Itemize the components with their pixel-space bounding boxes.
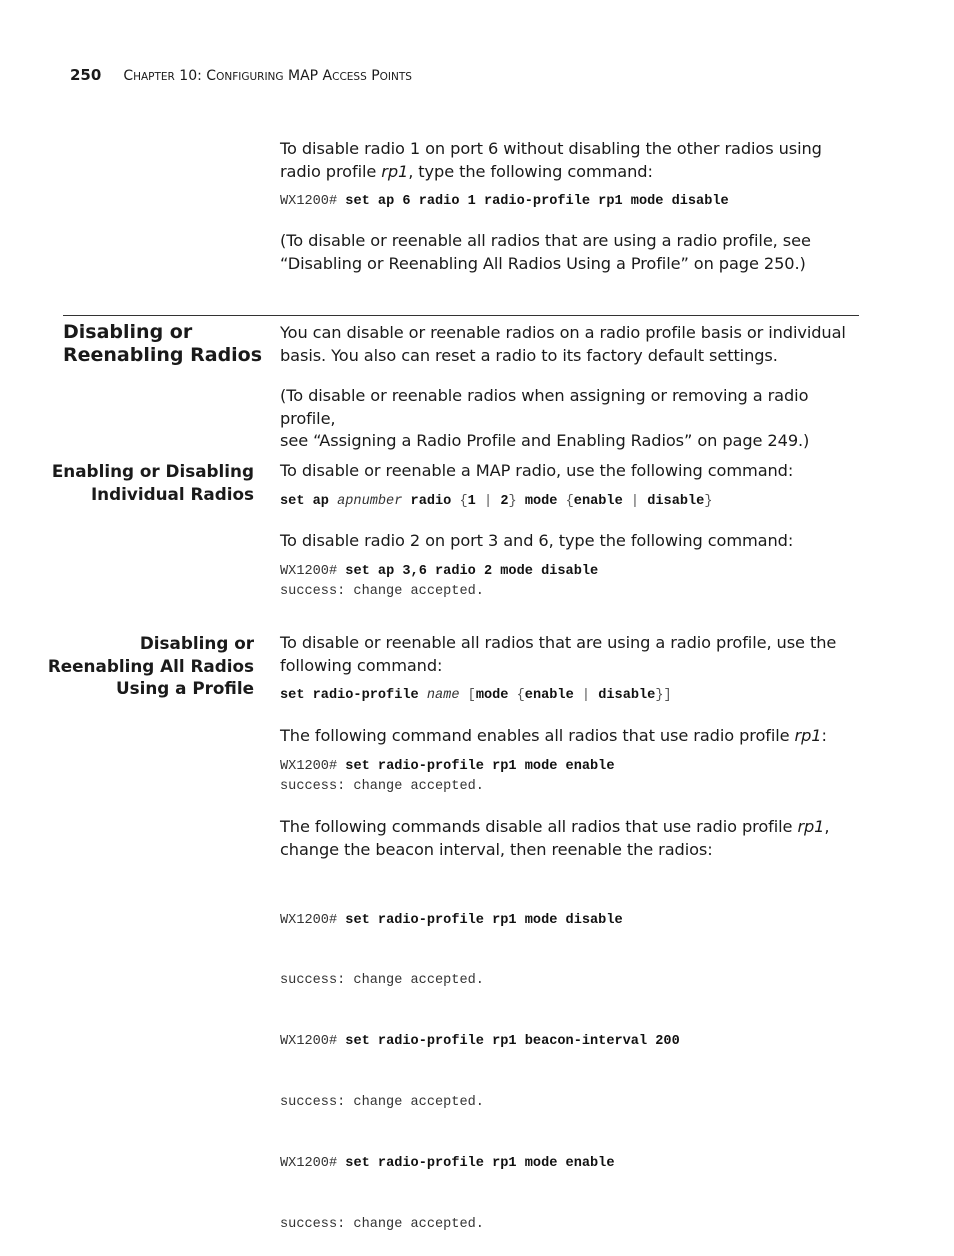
sub2-paragraph-3 [280, 816, 865, 861]
sub2-p3-line-2: change the beacon interval, then reenable the radios: [280, 839, 713, 859]
sub2-syntax-line [280, 686, 672, 706]
syntax-token: disable [647, 494, 705, 509]
code-prompt: WX1200# [280, 1034, 338, 1050]
syntax-token: mode [475, 688, 517, 703]
code-result: success: change accepted. [280, 973, 484, 989]
code-command: set radio-profile rp1 mode enable [345, 759, 615, 774]
syntax-token: { [516, 688, 525, 703]
running-header [70, 66, 412, 84]
chapter-title-part: ONFIGURING [216, 71, 284, 83]
code-command: set ap 3,6 radio 2 mode disable [345, 564, 599, 579]
syntax-token: 2 [500, 494, 509, 509]
sub2-heading-line-3: Using a Profile [115, 678, 254, 698]
page-number: 250 [70, 66, 102, 84]
sub2-p3-text-b: , [824, 817, 830, 836]
chapter-title-part: C [123, 68, 134, 84]
code-result: success: change accepted. [280, 1217, 484, 1233]
chapter-title-part: C [206, 68, 217, 84]
syntax-token: 1 [467, 494, 476, 509]
sub2-p2-text-b: : [821, 726, 827, 745]
section-heading [63, 321, 262, 366]
sub2-p3-text-a: The following commands disable all radios that use radio profile [280, 817, 798, 836]
code-prompt: WX1200# [280, 1156, 338, 1172]
chapter-title-part: P [371, 68, 380, 84]
code-command: set ap 6 radio 1 radio-profile rp1 mode disable [345, 194, 729, 209]
chapter-title-part: 10: [174, 68, 207, 84]
intro-p2-line-1: (To disable or reenable all radios that are using a radio profile, see [280, 231, 811, 250]
section-p2-line-1: (To disable or reenable radios when assigning or removing a radio profile, [280, 386, 809, 428]
sub2-p3-profile-name: rp1 [797, 817, 825, 836]
sub2-p2-text-a: The following command enables all radios that use radio profile [280, 726, 795, 745]
chapter-title-part: MAP [283, 68, 323, 84]
syntax-token: }] [655, 688, 672, 703]
chapter-title-part: OINTS [379, 71, 412, 83]
syntax-token: name [426, 688, 460, 703]
code-command: set radio-profile rp1 beacon-interval 200 [345, 1034, 680, 1050]
sub2-code-block-2 [280, 870, 680, 1256]
code-result: success: change accepted. [280, 1095, 484, 1111]
section-divider [63, 315, 859, 316]
section-heading-line-2: Reenabling Radios [63, 343, 263, 366]
sub2-paragraph-1 [280, 632, 865, 677]
intro-p1-profile-name: rp1 [381, 161, 409, 181]
syntax-token: set radio-profile [280, 688, 427, 703]
chapter-title-part: HAPTER [133, 71, 175, 83]
subsection-heading-all-radios-profile [48, 632, 254, 700]
sub1-heading-line-1: Enabling or Disabling [51, 461, 254, 481]
sub2-p1-line-1: To disable or reenable all radios that are using a radio profile, use the [280, 633, 837, 652]
intro-p1-text-a: To disable radio 1 on port 6 without disabling the other radios using radio profile [280, 139, 822, 181]
syntax-token: { [565, 494, 574, 509]
sub1-code-block [280, 562, 598, 603]
intro-paragraph-1 [280, 138, 865, 183]
syntax-token: set ap [280, 494, 338, 509]
intro-p1-text-b: , type the following command: [408, 161, 653, 181]
code-command: set radio-profile rp1 mode disable [345, 912, 623, 928]
syntax-token: mode [524, 494, 566, 509]
code-prompt: WX1200# [280, 564, 338, 579]
sub2-paragraph-2 [280, 725, 865, 748]
sub2-p2-profile-name: rp1 [794, 726, 822, 745]
section-p1-line-2: basis. You also can reset a radio to its factory default settings. [280, 345, 778, 365]
code-prompt: WX1200# [280, 912, 338, 928]
syntax-token: enable [573, 494, 623, 509]
code-prompt: WX1200# [280, 194, 338, 209]
sub2-p1-line-2: following command: [280, 655, 443, 675]
code-prompt: WX1200# [280, 759, 338, 774]
chapter-title-part: A [322, 68, 333, 84]
section-paragraph-2 [280, 385, 865, 453]
section-heading-line-1: Disabling or [63, 321, 193, 343]
subsection-heading-individual-radios [52, 460, 254, 505]
section-p2-line-2: see “Assigning a Radio Profile and Enabling Radios” on page 249.) [280, 431, 810, 450]
syntax-token: | [475, 494, 501, 509]
syntax-token: { [459, 494, 468, 509]
section-paragraph-1 [280, 322, 865, 367]
intro-code-block [280, 192, 729, 212]
chapter-title-part: CCESS [332, 71, 367, 83]
syntax-token: [ [459, 688, 476, 703]
sub1-syntax-line [280, 492, 713, 512]
syntax-token: } [704, 494, 713, 509]
code-result: success: change accepted. [280, 779, 484, 795]
syntax-token: enable [524, 688, 574, 703]
syntax-token: apnumber [337, 494, 403, 509]
syntax-token: } [508, 494, 525, 509]
chapter-title [123, 66, 412, 84]
sub2-heading-line-1: Disabling or [139, 633, 254, 653]
syntax-token: disable [598, 688, 656, 703]
intro-p2-line-2: “Disabling or Reenabling All Radios Using a Profile” on page 250.) [280, 253, 806, 273]
section-p1-line-1: You can disable or reenable radios on a radio profile basis or individual [280, 323, 846, 342]
intro-paragraph-2 [280, 230, 865, 275]
syntax-token: | [573, 688, 599, 703]
sub2-code-block-1 [280, 757, 614, 798]
code-command: set radio-profile rp1 mode enable [345, 1156, 615, 1172]
code-result: success: change accepted. [280, 584, 484, 600]
sub1-heading-line-2: Individual Radios [90, 483, 254, 504]
sub1-paragraph-1: To disable or reenable a MAP radio, use the following command: [280, 461, 794, 480]
sub1-paragraph-2: To disable radio 2 on port 3 and 6, type the following command: [280, 531, 794, 550]
sub2-heading-line-2: Reenabling All Radios [47, 655, 254, 676]
syntax-token: radio [402, 494, 460, 509]
syntax-token: | [622, 494, 648, 509]
